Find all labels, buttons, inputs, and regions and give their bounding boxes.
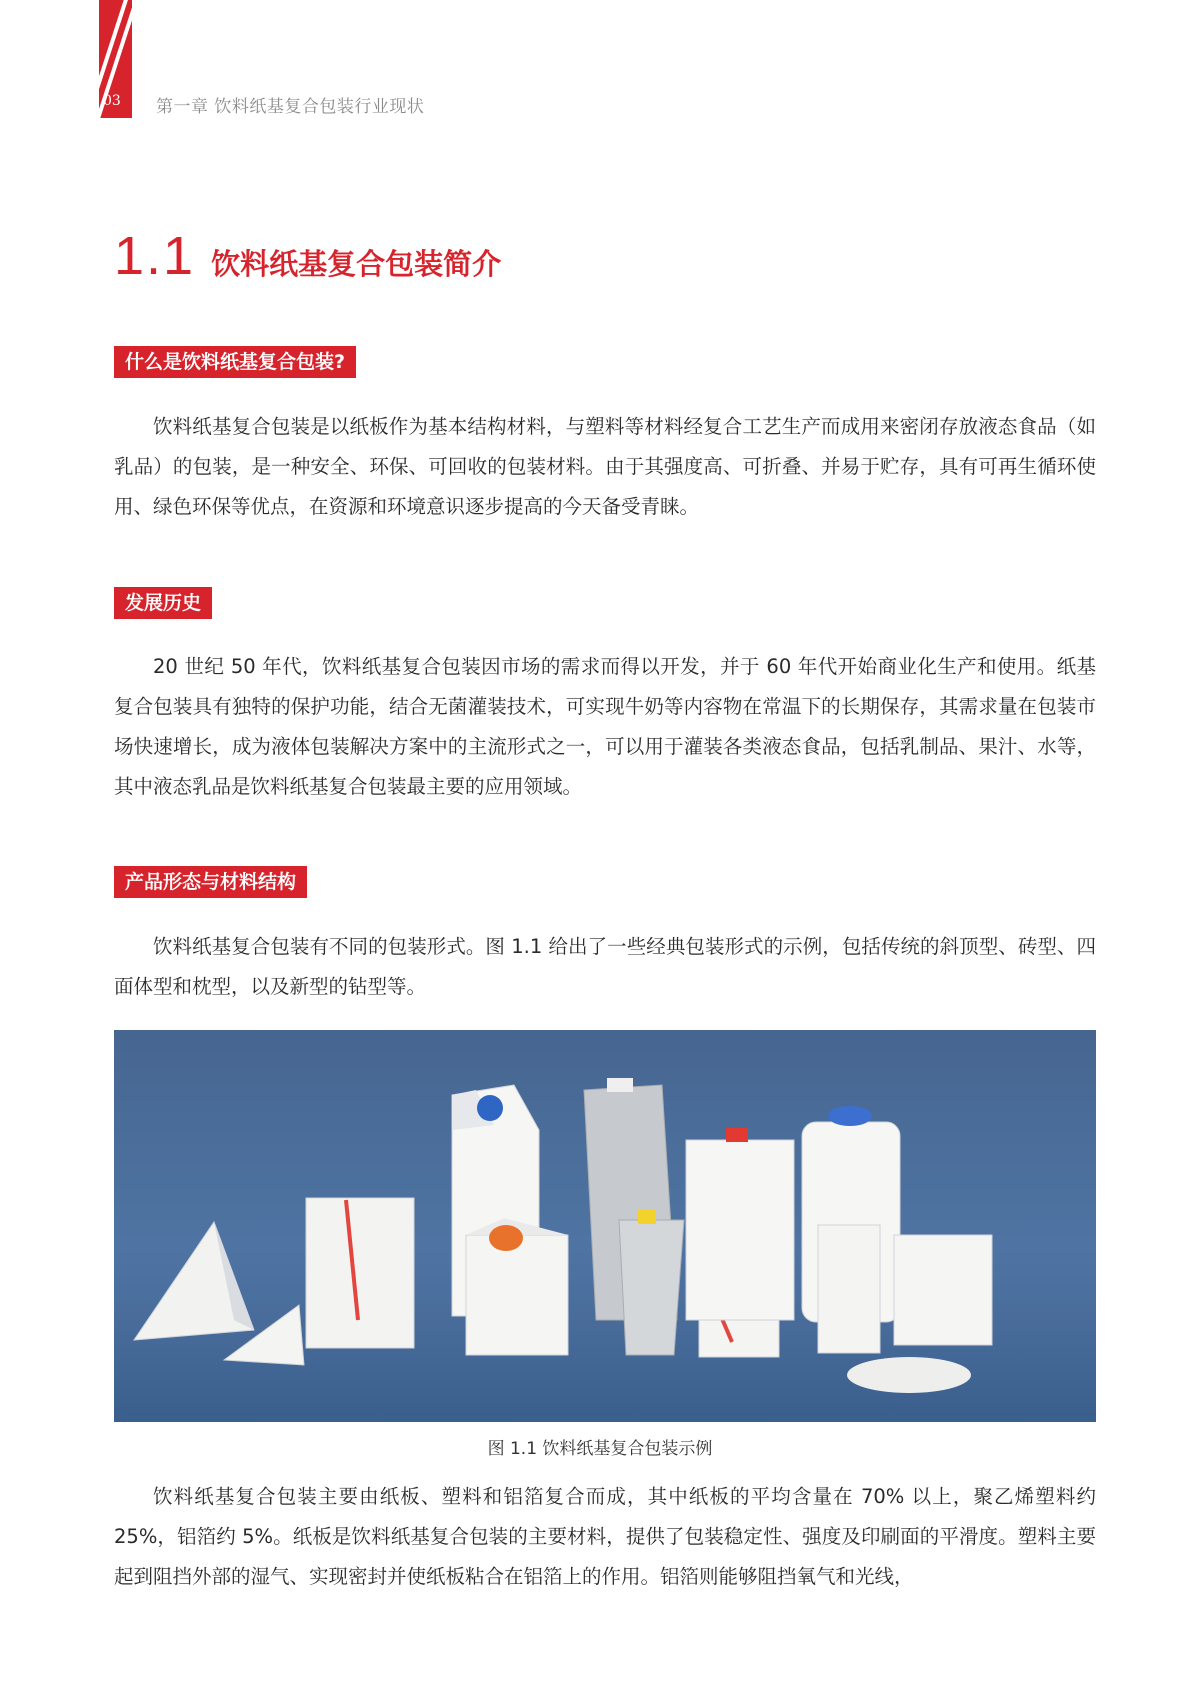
running-header: 第一章 饮料纸基复合包装行业现状 — [156, 97, 425, 117]
paragraph-what-is: 饮料纸基复合包装是以纸板作为基本结构材料，与塑料等材料经复合工艺生产而成用来密闭存放液态食品（如乳品）的包装，是一种安全、环保、可回收的包装材料。由于其强度高、可折叠、并易于贮存，具有可再生循环使用、绿色环保等优点，在资源和环境意识逐步提高的今天备受青睐。 — [114, 415, 1096, 518]
section-heading — [114, 225, 501, 287]
paragraph-materials: 饮料纸基复合包装主要由纸板、塑料和铝箔复合而成，其中纸板的平均含量在 70% 以上，聚乙烯塑料约 25%，铝箔约 5%。纸板是饮料纸基复合包装的主要材料，提供了包装稳定性、强度及印刷面的平滑度。塑料主要起到阻挡外部的湿气、实现密封并使纸板粘合在铝箔上的作用。铝箔则能够阻挡氧气和光线， — [114, 1485, 1096, 1588]
subheading-what-is: 什么是饮料纸基复合包装? — [114, 346, 356, 378]
section-title: 饮料纸基复合包装简介 — [211, 247, 502, 281]
section-number: 1.1 — [114, 226, 196, 286]
page-number: 03 — [103, 93, 121, 109]
packaging-illustration — [114, 1030, 1096, 1422]
subheading-history: 发展历史 — [114, 587, 212, 619]
paragraph-forms: 饮料纸基复合包装有不同的包装形式。图 1.1 给出了一些经典包装形式的示例，包括传统的斜顶型、砖型、四面体型和枕型，以及新型的钻型等。 — [114, 935, 1096, 998]
packaging-photo — [114, 1030, 1096, 1422]
figure-caption: 图 1.1 饮料纸基复合包装示例 — [487, 1439, 713, 1459]
paragraph-history: 20 世纪 50 年代，饮料纸基复合包装因市场的需求而得以开发，并于 60 年代开始商业化生产和使用。纸基复合包装具有独特的保护功能，结合无菌灌装技术，可实现牛奶等内容物在常温下的长期保存，其需求量在包装市场快速增长，成为液体包装解决方案中的主流形式之一，可以用于灌装各类液态食品，包括乳制品、果汁、水等，其中液态乳品是饮料纸基复合包装最主要的应用领域。 — [114, 655, 1096, 798]
subheading-forms-materials: 产品形态与材料结构 — [114, 866, 307, 898]
